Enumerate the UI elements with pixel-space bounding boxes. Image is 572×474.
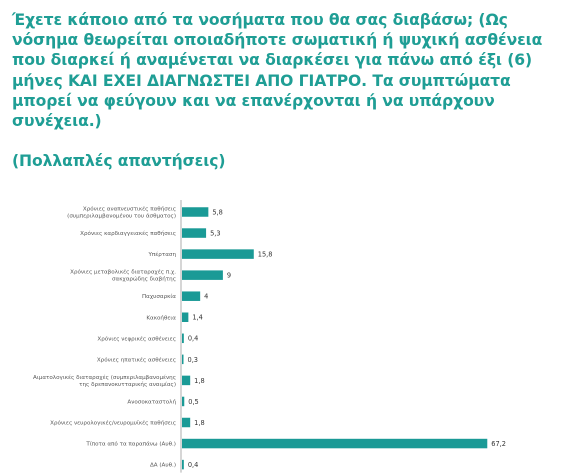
bar-1 [182,228,206,238]
value-label-2: 15,8 [257,250,273,259]
value-label-4: 4 [204,292,209,301]
value-label-7: 0,3 [187,355,198,364]
bar-0 [182,207,208,217]
category-label-1: Χρόνιες καρδιαγγειακές παθήσεις [80,231,176,238]
bar-8 [182,376,190,386]
value-label-5: 1,4 [192,313,203,322]
bar-7 [182,355,184,365]
category-label-8: Αιματολογικές διαταραχές (συμπεριλαμβανομένης της δρεπανοκυτταρικής αναιμίας) [33,374,176,388]
category-label-12: ΔΑ (Αυθ.) [149,462,176,469]
bar-9 [182,397,184,407]
value-label-0: 5,8 [212,208,223,217]
bar-chart [0,196,572,474]
category-label-5: Κακοήθεια [146,315,176,322]
category-label-10: Χρόνιες νευρολογικές/νευρομυϊκές παθήσεις [50,420,176,427]
bar-12 [182,460,184,470]
value-label-11: 67,2 [491,439,506,448]
category-label-3: Χρόνιες μεταβολικές διαταραχές π.χ. σακχαρώδης διαβήτης [70,269,176,283]
value-label-1: 5,3 [210,229,221,238]
category-label-0: Χρόνιες αναπνευστικές παθήσεις (συμπεριλαμβανομένου του άσθματος) [67,206,176,220]
value-label-3: 9 [226,271,232,280]
value-label-10: 1,8 [194,418,205,427]
bar-5 [182,313,188,323]
category-label-2: Υπέρταση [148,252,176,259]
bar-10 [182,418,190,428]
chart-title: Έχετε κάποιο από τα νοσήματα που θα σας διαβάσω; (Ως νόσημα θεωρείται οποιαδήποτε σωματική ή ψυχική ασθένεια που διαρκεί ή αναμένεται να διαρκέσει για πάνω από έξι (6) μήνες ΚΑΙ ΕΧΕΙ ΔΙΑΓΝΩΣΤΕΙ ΑΠΟ ΓΙΑΤΡΟ. Τα συμπτώματα μπορεί να φεύγουν και να επανέρχονται ή να υπάρχουν συνέχεια.) [12,11,543,131]
bar-3 [182,270,223,280]
bar-11 [182,439,487,449]
category-label-4: Παχυσαρκία [141,294,176,301]
bar-6 [182,334,184,344]
bar-2 [182,249,254,259]
value-label-12: 0,4 [187,461,199,469]
chart-subtitle: (Πολλαπλές απαντήσεις) [12,152,226,170]
value-label-9: 0,5 [188,397,199,406]
value-label-6: 0,4 [187,334,199,343]
category-label-6: Χρόνιες νεφρικές ασθένειες [97,336,176,343]
category-label-7: Χρόνιες ηπατικές ασθένειες [96,357,176,364]
bar-4 [182,291,200,301]
value-label-8: 1,8 [194,376,205,385]
category-label-9: Ανοσοκαταστολή [127,399,176,406]
category-label-11: Τίποτα από τα παραπάνω (Αυθ.) [86,441,176,448]
